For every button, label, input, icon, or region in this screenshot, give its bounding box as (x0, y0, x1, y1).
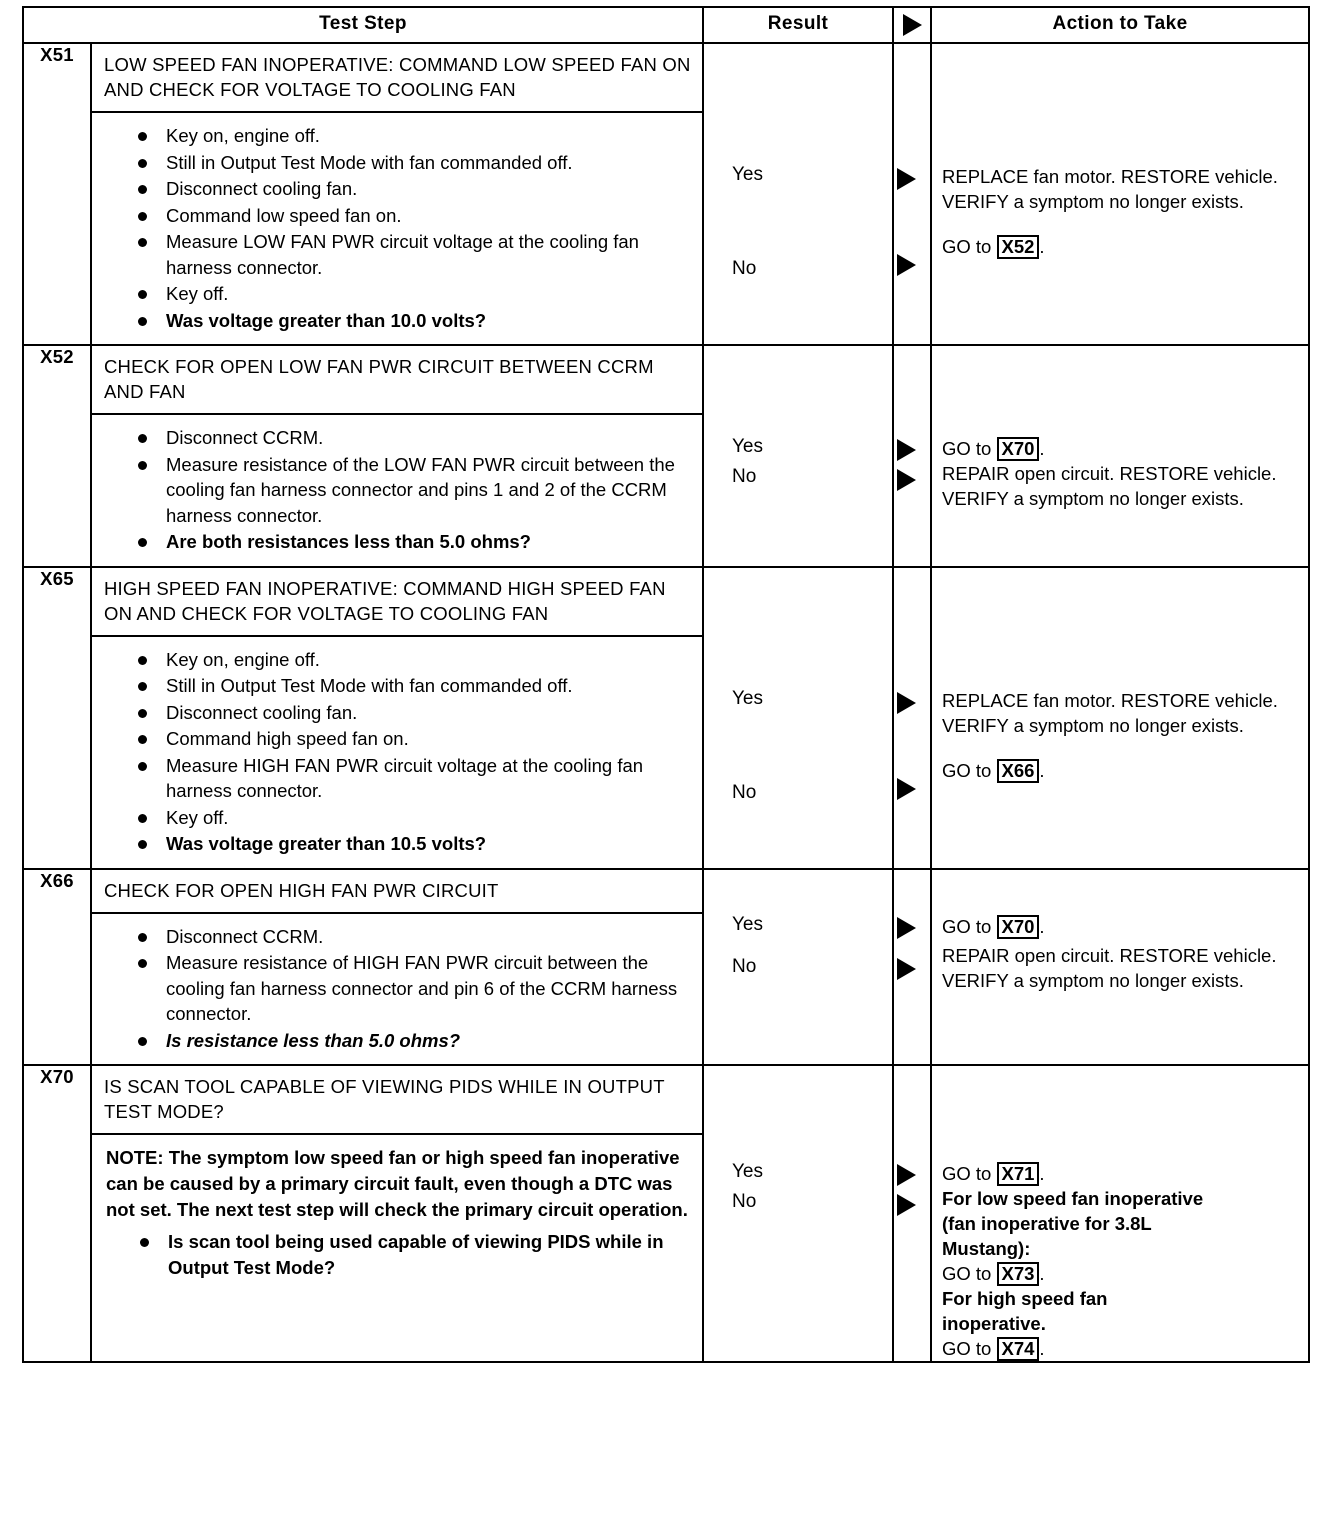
result-cell (703, 43, 893, 345)
list-item: Key off. (104, 805, 692, 831)
step-content (91, 345, 703, 567)
action-period: . (1039, 438, 1045, 459)
list-item: Is scan tool being used capable of viewing PIDS while in Output Test Mode? (106, 1229, 692, 1280)
step-bullets (92, 415, 702, 566)
action-no-goto-x74 (942, 1336, 1302, 1361)
action-no-line5: inoperative. (942, 1313, 1046, 1334)
arrow-cell (893, 345, 931, 567)
step-reference-box[interactable]: X71 (997, 1162, 1040, 1186)
result-no: No (732, 781, 757, 803)
result-cell (703, 1065, 893, 1362)
list-item: Key on, engine off. (104, 123, 692, 149)
action-yes (942, 1161, 1302, 1186)
list-item: Disconnect CCRM. (104, 425, 692, 451)
step-reference-box[interactable]: X70 (997, 437, 1040, 461)
action-period: . (1039, 1263, 1045, 1284)
result-no: No (732, 258, 757, 279)
action-goto-label: GO to (942, 1163, 997, 1184)
triangle-right-icon (897, 692, 916, 714)
arrow-cell (893, 1065, 931, 1362)
table-row (23, 345, 1309, 567)
step-id: X51 (23, 43, 91, 345)
table-header-row (23, 7, 1309, 43)
action-goto-label: GO to (942, 236, 997, 257)
step-note-and-bullets (92, 1135, 702, 1291)
step-reference-box[interactable]: X73 (997, 1262, 1040, 1286)
action-goto-label: GO to (942, 915, 997, 937)
header-test-step: Test Step (23, 7, 703, 43)
action-no-line3: Mustang): (942, 1238, 1031, 1259)
step-id: X52 (23, 345, 91, 567)
result-yes: Yes (732, 687, 763, 709)
list-item: Measure LOW FAN PWR circuit voltage at the cooling fan harness connector. (104, 229, 692, 280)
action-goto-label: GO to (942, 1338, 997, 1359)
list-item: Command low speed fan on. (104, 203, 692, 229)
step-content (91, 43, 703, 345)
triangle-right-icon (897, 254, 916, 276)
list-item: Measure resistance of the LOW FAN PWR circuit between the cooling fan harness connector and pins 1 and 2 of the CCRM harness connector. (104, 452, 692, 529)
action-yes (942, 914, 1302, 939)
list-item: Measure HIGH FAN PWR circuit voltage at the cooling fan harness connector. (104, 753, 692, 804)
result-yes: Yes (732, 913, 763, 935)
step-bullets (92, 113, 702, 344)
result-no: No (732, 1191, 757, 1212)
triangle-right-icon (897, 469, 916, 491)
step-reference-box[interactable]: X66 (997, 759, 1040, 783)
action-goto-label: GO to (942, 759, 997, 781)
step-title: IS SCAN TOOL CAPABLE OF VIEWING PIDS WHILE IN OUTPUT TEST MODE? (92, 1066, 702, 1135)
list-item: Disconnect CCRM. (104, 924, 692, 950)
action-goto-label: GO to (942, 1263, 997, 1284)
list-item: Disconnect cooling fan. (104, 700, 692, 726)
step-content (91, 567, 703, 869)
action-cell (931, 43, 1309, 345)
triangle-right-icon (897, 917, 916, 939)
action-period: . (1039, 1338, 1045, 1359)
action-no: REPAIR open circuit. RESTORE vehicle. VERIFY a symptom no longer exists. (942, 944, 1277, 991)
table-row (23, 869, 1309, 1066)
step-content (91, 1065, 703, 1362)
step-id: X70 (23, 1065, 91, 1362)
list-item: Measure resistance of HIGH FAN PWR circuit between the cooling fan harness connector and pin 6 of the CCRM harness connector. (104, 950, 692, 1027)
triangle-right-icon (903, 14, 922, 36)
action-period: . (1039, 759, 1045, 781)
list-item: Are both resistances less than 5.0 ohms? (104, 529, 692, 555)
action-cell (931, 1065, 1309, 1362)
table-row (23, 567, 1309, 869)
step-reference-box[interactable]: X52 (997, 235, 1040, 259)
action-yes (942, 436, 1302, 461)
result-cell (703, 869, 893, 1066)
list-item: Key off. (104, 281, 692, 307)
list-item: Command high speed fan on. (104, 726, 692, 752)
action-no-goto-x73 (942, 1261, 1302, 1286)
action-no (942, 234, 1302, 259)
diagnostic-table (22, 6, 1310, 1363)
action-no: REPAIR open circuit. RESTORE vehicle. VERIFY a symptom no longer exists. (942, 463, 1277, 509)
step-title: LOW SPEED FAN INOPERATIVE: COMMAND LOW SPEED FAN ON AND CHECK FOR VOLTAGE TO COOLING FAN (92, 44, 702, 113)
action-no-line1: For low speed fan inoperative (942, 1188, 1204, 1209)
triangle-right-icon (897, 1164, 916, 1186)
step-note: NOTE: The symptom low speed fan or high speed fan inoperative can be caused by a primary circuit fault, even though a DTC was not set. The next test step will check the primary circuit operation. (106, 1147, 688, 1220)
step-title: CHECK FOR OPEN LOW FAN PWR CIRCUIT BETWEEN CCRM AND FAN (92, 346, 702, 415)
step-title: CHECK FOR OPEN HIGH FAN PWR CIRCUIT (92, 870, 702, 914)
step-bullets (92, 914, 702, 1065)
result-yes: Yes (732, 436, 763, 457)
action-cell (931, 345, 1309, 567)
table-row (23, 1065, 1309, 1362)
table-row (23, 43, 1309, 345)
action-period: . (1039, 236, 1045, 257)
action-yes: REPLACE fan motor. RESTORE vehicle. VERIFY a symptom no longer exists. (942, 689, 1278, 736)
action-no-line2: (fan inoperative for 3.8L (942, 1213, 1152, 1234)
step-reference-box[interactable]: X74 (997, 1337, 1040, 1361)
step-content (91, 869, 703, 1066)
list-item: Still in Output Test Mode with fan commanded off. (104, 150, 692, 176)
action-cell (931, 869, 1309, 1066)
header-arrow-icon (893, 7, 931, 43)
action-goto-label: GO to (942, 438, 997, 459)
header-action-to-take: Action to Take (931, 7, 1309, 43)
result-cell (703, 567, 893, 869)
action-no-line4: For high speed fan (942, 1288, 1108, 1309)
action-period: . (1039, 915, 1045, 937)
result-no: No (732, 955, 757, 977)
step-id: X66 (23, 869, 91, 1066)
result-yes: Yes (732, 164, 763, 185)
triangle-right-icon (897, 958, 916, 980)
header-result: Result (703, 7, 893, 43)
list-item: Disconnect cooling fan. (104, 176, 692, 202)
action-yes: REPLACE fan motor. RESTORE vehicle. VERIFY a symptom no longer exists. (942, 166, 1278, 212)
list-item: Is resistance less than 5.0 ohms? (104, 1028, 692, 1054)
step-title: HIGH SPEED FAN INOPERATIVE: COMMAND HIGH SPEED FAN ON AND CHECK FOR VOLTAGE TO COOLING FAN (92, 568, 702, 637)
arrow-cell (893, 43, 931, 345)
step-bullets (92, 637, 702, 868)
arrow-cell (893, 869, 931, 1066)
triangle-right-icon (897, 778, 916, 800)
step-reference-box[interactable]: X70 (997, 915, 1040, 939)
result-no: No (732, 466, 757, 487)
action-period: . (1039, 1163, 1045, 1184)
triangle-right-icon (897, 439, 916, 461)
list-item: Was voltage greater than 10.5 volts? (104, 831, 692, 857)
list-item: Still in Output Test Mode with fan commanded off. (104, 673, 692, 699)
arrow-cell (893, 567, 931, 869)
result-cell (703, 345, 893, 567)
step-id: X65 (23, 567, 91, 869)
action-cell (931, 567, 1309, 869)
action-no (942, 758, 1302, 783)
result-yes: Yes (732, 1161, 763, 1182)
triangle-right-icon (897, 168, 916, 190)
list-item: Was voltage greater than 10.0 volts? (104, 308, 692, 334)
list-item: Key on, engine off. (104, 647, 692, 673)
triangle-right-icon (897, 1194, 916, 1216)
